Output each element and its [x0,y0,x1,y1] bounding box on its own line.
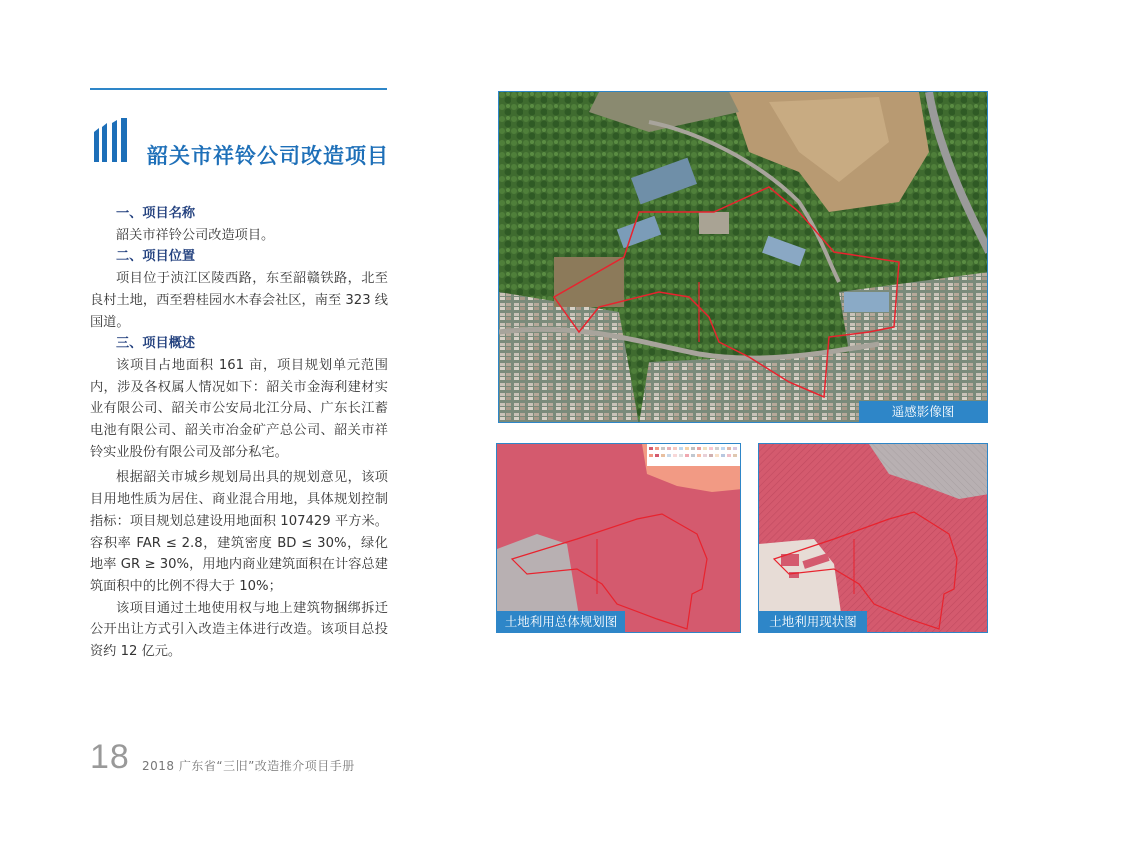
landuse-plan-figure [496,443,741,633]
section-heading: 一、项目名称 [116,206,196,221]
section-heading: 三、项目概述 [116,336,196,352]
landuse-plan-map [497,444,741,633]
satellite-caption: 遥感影像图 [859,401,987,422]
footer-text: 2018 广东省“三旧”改造推介项目手册 [142,759,355,773]
landuse-current-figure [758,443,988,633]
plan-caption: 土地利用总体规划图 [497,611,625,632]
section-heading: 二、项目位置 [116,249,196,265]
section-paragraph: 该项目通过土地使用权与地上建筑物捆绑拆迁公开出让方式引入改造主体进行改造。该项目总投资约 12 亿元。 [90,600,388,660]
project-description [90,203,388,663]
section-paragraph: 该项目占地面积 161 亩，项目规划单元范围内，涉及各权属人情况如下：韶关市金海利建材实业有限公司、韶关市公安局北江分局、广东长江蓄电池有限公司、韶关市冶金矿产总公司、韶关市祥铃实业股份有限公司及部分私宅。 [90,357,388,460]
logo-bars-icon [93,118,129,162]
section-paragraph: 根据韶关市城乡规划局出具的规划意见，该项目用地性质为居住、商业混合用地，具体规划控制指标：项目规划总建设用地面积 107429 平方米。容积率 FAR ≤ 2.8，建筑密度 BD ≤ 30%，绿化地率 GR ≥ 30%，用地内商业建筑面积在计容总建筑面积中的比例不得大于 10%； [90,470,388,594]
top-rule [90,88,387,90]
page-title: 韶关市祥铃公司改造项目 [147,144,389,168]
current-caption: 土地利用现状图 [759,611,867,632]
satellite-image-figure [498,91,988,423]
landuse-current-map [759,444,988,633]
section-paragraph: 韶关市祥铃公司改造项目。 [116,227,275,243]
page-number: 18 [90,738,130,776]
satellite-image [499,92,988,423]
section-paragraph: 项目位于浈江区陵西路，东至韶赣铁路，北至良村土地，西至碧桂园水木春会社区，南至 323 线国道。 [90,271,388,330]
